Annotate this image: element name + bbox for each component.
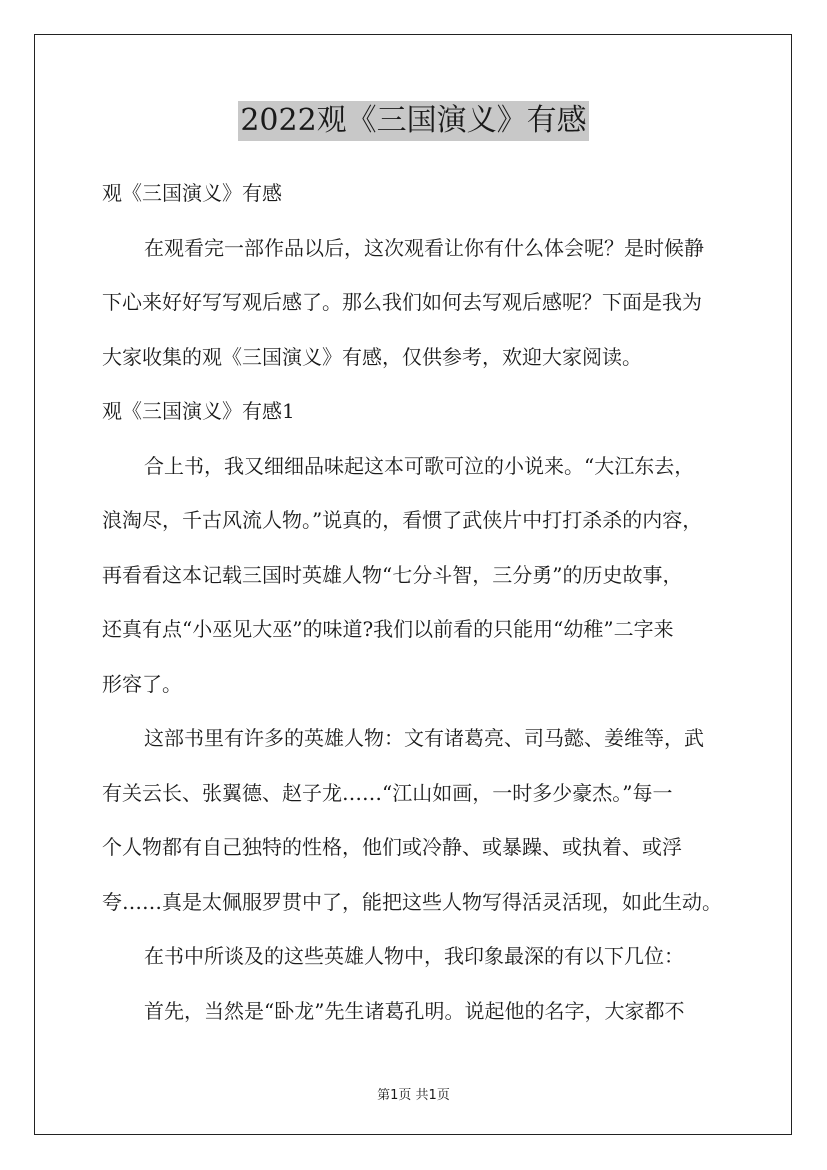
text-line: 个人物都有自己独特的性格，他们或冷静、或暴躁、或执着、或浮 (102, 835, 682, 859)
text-line: 有关云长、张翼德、赵子龙……“江山如画，一时多少豪杰。”每一 (102, 780, 673, 805)
text-line: 观《三国演义》有感 (102, 181, 282, 205)
text-line: 夸……真是太佩服罗贯中了，能把这些人物写得活灵活现，如此生动。 (102, 889, 722, 914)
text-line: 大家收集的观《三国演义》有感，仅供参考，欢迎大家阅读。 (102, 344, 642, 369)
title-wrap (0, 101, 827, 141)
page-footer: 第1页 共1页 (377, 1088, 450, 1103)
text-line: 观《三国演义》有感1 (102, 399, 295, 423)
text-line: 浪淘尽，千古风流人物。”说真的，看惯了武侠片中打打杀杀的内容， (102, 508, 703, 532)
text-line: 在书中所谈及的这些英雄人物中，我印象最深的有以下几位： (144, 944, 684, 968)
text-line: 在观看完一部作品以后，这次观看让你有什么体会呢？是时候静 (144, 235, 704, 260)
text-line: 下心来好好写写观后感了。那么我们如何去写观后感呢？下面是我为 (102, 290, 702, 314)
text-line: 再看看这本记载三国时英雄人物“七分斗智，三分勇”的历史故事， (102, 562, 683, 587)
document-title: 2022观《三国演义》有感 (238, 101, 588, 141)
text-line: 还真有点“小巫见大巫”的味道?我们以前看的只能用“幼稚”二字来 (102, 617, 674, 641)
document-body (102, 166, 742, 1038)
text-line: 首先，当然是“卧龙”先生诸葛孔明。说起他的名字，大家都不 (144, 998, 685, 1023)
text-line: 合上书，我又细细品味起这本可歌可泣的小说来。“大江东去， (144, 453, 695, 478)
text-line: 这部书里有许多的英雄人物：文有诸葛亮、司马懿、姜维等，武 (144, 726, 704, 750)
text-line: 形容了。 (102, 671, 182, 696)
